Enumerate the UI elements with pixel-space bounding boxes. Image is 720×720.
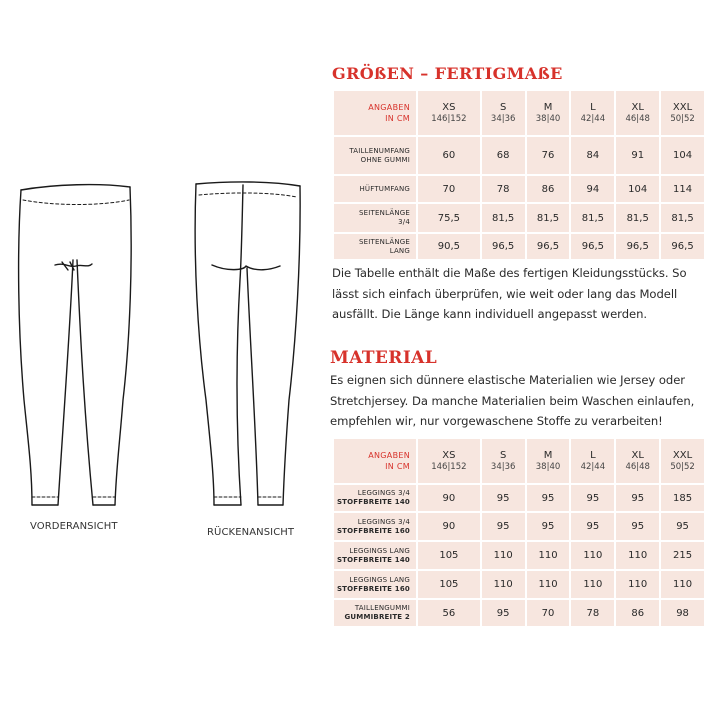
- table-cell: 96,5: [616, 234, 659, 259]
- table-cell: 96,5: [661, 234, 704, 259]
- table-cell: 215: [661, 542, 704, 569]
- corner-label-2: IN CM: [385, 462, 410, 471]
- table-cell: 98: [661, 600, 704, 626]
- size-cm: 42|44: [580, 461, 606, 472]
- size-cm: 38|40: [535, 461, 561, 472]
- row-header: [334, 234, 416, 259]
- table-row: [334, 600, 704, 626]
- table-cell: 76: [527, 137, 570, 174]
- table-cell: 95: [616, 513, 659, 540]
- table-cell: 105: [418, 542, 480, 569]
- row-label-1: SEITENLÄNGE: [359, 209, 410, 217]
- row-label-2: GUMMIBREITE 2: [344, 613, 410, 621]
- material-heading: MATERIAL: [330, 348, 438, 368]
- size-column-header: [661, 91, 704, 135]
- row-header: [334, 571, 416, 598]
- sizes-heading: GRÖßEN – FERTIGMAßE: [332, 64, 563, 83]
- row-label-2: STOFFBREITE 160: [336, 526, 410, 535]
- table-cell: 75,5: [418, 204, 480, 232]
- row-label-2: STOFFBREITE 140: [336, 555, 410, 564]
- row-label-1: LEGGINGS 3/4: [357, 517, 410, 526]
- size-label: XL: [631, 449, 644, 461]
- size-column-header: [527, 439, 570, 483]
- table-cell: 95: [482, 485, 525, 511]
- table-cell: 90: [418, 485, 480, 511]
- size-label: S: [499, 449, 507, 461]
- table-cell: 81,5: [527, 204, 570, 232]
- size-cm: 38|40: [535, 113, 561, 124]
- size-cm: 146|152: [431, 113, 467, 124]
- table-row: [334, 485, 704, 511]
- table-cell: 86: [527, 176, 570, 202]
- table-cell: 94: [571, 176, 614, 202]
- table-cell: 70: [527, 600, 570, 626]
- table-cell: 95: [527, 513, 570, 540]
- row-label-1: LEGGINGS LANG: [349, 546, 410, 555]
- row-label-2: STOFFBREITE 140: [336, 498, 410, 506]
- row-label-2: OHNE GUMMI: [360, 155, 410, 164]
- row-label-1: SEITENLÄNGE: [359, 237, 410, 246]
- leggings-illustration: [0, 0, 310, 560]
- sizes-corner-cell: [334, 91, 416, 135]
- table-row: [334, 137, 704, 174]
- front-view-drawing: [19, 185, 132, 505]
- size-column-header: [418, 91, 480, 135]
- table-row: [334, 513, 704, 540]
- sizes-description: Die Tabelle enthält die Maße des fertigen Kleidungsstücks. So lässt sich einfach überprüfen, wie weit oder lang das Modell ausfällt. Die Länge kann individuell angepasst werden.: [332, 266, 687, 321]
- row-label-2: 3/4: [398, 218, 410, 226]
- size-cm: 42|44: [580, 113, 606, 124]
- material-description: Es eignen sich dünnere elastische Materialien wie Jersey oder Stretchjersey. Da manche Materialien beim Waschen einlaufen, empfehlen wir, nur vorgewaschene Stoffe zu verarbeiten!: [330, 373, 695, 428]
- table-cell: 95: [571, 485, 614, 511]
- table-cell: 110: [661, 571, 704, 598]
- table-cell: 81,5: [482, 204, 525, 232]
- row-label-1: TAILLENGUMMI: [354, 604, 410, 612]
- table-cell: 95: [571, 513, 614, 540]
- row-label-1: LEGGINGS LANG: [349, 575, 410, 584]
- table-cell: 90: [418, 513, 480, 540]
- material-corner-cell: [334, 439, 416, 483]
- table-cell: 95: [527, 485, 570, 511]
- size-column-header: [418, 439, 480, 483]
- material-header-row: [334, 439, 704, 483]
- size-column-header: [482, 439, 525, 483]
- size-label: M: [543, 449, 553, 461]
- table-cell: 110: [571, 542, 614, 569]
- size-label: L: [590, 449, 596, 461]
- corner-label-2: IN CM: [385, 114, 410, 123]
- size-label: XS: [442, 449, 456, 461]
- table-cell: 95: [616, 485, 659, 511]
- row-header: [334, 137, 416, 174]
- table-cell: 114: [661, 176, 704, 202]
- size-cm: 50|52: [670, 461, 695, 472]
- table-cell: 95: [482, 513, 525, 540]
- table-cell: 81,5: [571, 204, 614, 232]
- table-row: [334, 176, 704, 202]
- table-cell: 110: [482, 542, 525, 569]
- corner-label-1: ANGABEN: [368, 103, 410, 112]
- row-label-2: STOFFBREITE 160: [336, 584, 410, 593]
- table-cell: 95: [482, 600, 525, 626]
- row-header: [334, 600, 416, 626]
- table-row: [334, 571, 704, 598]
- size-cm: 34|36: [490, 461, 516, 472]
- row-label-1: TAILLENUMFANG: [349, 146, 410, 155]
- table-row: [334, 234, 704, 259]
- table-cell: 81,5: [616, 204, 659, 232]
- table-cell: 78: [482, 176, 525, 202]
- size-column-header: [527, 91, 570, 135]
- size-cm: 34|36: [490, 113, 516, 124]
- sizes-table: [332, 89, 706, 261]
- size-label: XXL: [672, 449, 693, 461]
- size-label: XL: [631, 101, 644, 113]
- size-column-header: [616, 439, 659, 483]
- row-header: [334, 513, 416, 540]
- row-header: [334, 204, 416, 232]
- table-cell: 110: [527, 542, 570, 569]
- table-cell: 110: [616, 542, 659, 569]
- size-label: XS: [442, 101, 456, 113]
- table-cell: 110: [571, 571, 614, 598]
- table-cell: 81,5: [661, 204, 704, 232]
- table-cell: 104: [616, 176, 659, 202]
- size-cm: 46|48: [625, 461, 650, 472]
- table-cell: 104: [661, 137, 704, 174]
- back-view-label: RÜCKENANSICHT: [207, 527, 295, 538]
- table-cell: 60: [418, 137, 480, 174]
- table-row: [334, 204, 704, 232]
- size-column-header: [661, 439, 704, 483]
- size-label: M: [543, 101, 553, 113]
- table-cell: 96,5: [482, 234, 525, 259]
- table-cell: 78: [571, 600, 614, 626]
- size-column-header: [482, 91, 525, 135]
- table-cell: 95: [661, 513, 704, 540]
- table-cell: 56: [418, 600, 480, 626]
- back-view-drawing: [195, 182, 300, 505]
- row-label-2: LANG: [389, 246, 410, 255]
- sizes-header-row: [334, 91, 704, 135]
- table-cell: 96,5: [571, 234, 614, 259]
- table-cell: 90,5: [418, 234, 480, 259]
- row-header: [334, 485, 416, 511]
- table-cell: 110: [616, 571, 659, 598]
- table-cell: 110: [482, 571, 525, 598]
- table-cell: 105: [418, 571, 480, 598]
- table-cell: 68: [482, 137, 525, 174]
- table-row: [334, 542, 704, 569]
- table-cell: 70: [418, 176, 480, 202]
- table-cell: 96,5: [527, 234, 570, 259]
- size-label: S: [499, 101, 507, 113]
- size-cm: 50|52: [670, 113, 695, 124]
- size-label: XXL: [672, 101, 693, 113]
- size-cm: 146|152: [431, 461, 467, 472]
- size-label: L: [590, 101, 596, 113]
- row-header: [334, 176, 416, 202]
- table-cell: 91: [616, 137, 659, 174]
- front-view-label: VORDERANSICHT: [30, 521, 118, 532]
- table-cell: 110: [527, 571, 570, 598]
- material-table: [332, 437, 706, 628]
- table-cell: 86: [616, 600, 659, 626]
- corner-label-1: ANGABEN: [368, 451, 410, 460]
- size-column-header: [616, 91, 659, 135]
- size-column-header: [571, 439, 614, 483]
- size-column-header: [571, 91, 614, 135]
- row-label-1: LEGGINGS 3/4: [357, 489, 410, 497]
- row-label-1: HÜFTUMFANG: [359, 184, 410, 193]
- row-header: [334, 542, 416, 569]
- table-cell: 185: [661, 485, 704, 511]
- size-cm: 46|48: [625, 113, 650, 124]
- table-cell: 84: [571, 137, 614, 174]
